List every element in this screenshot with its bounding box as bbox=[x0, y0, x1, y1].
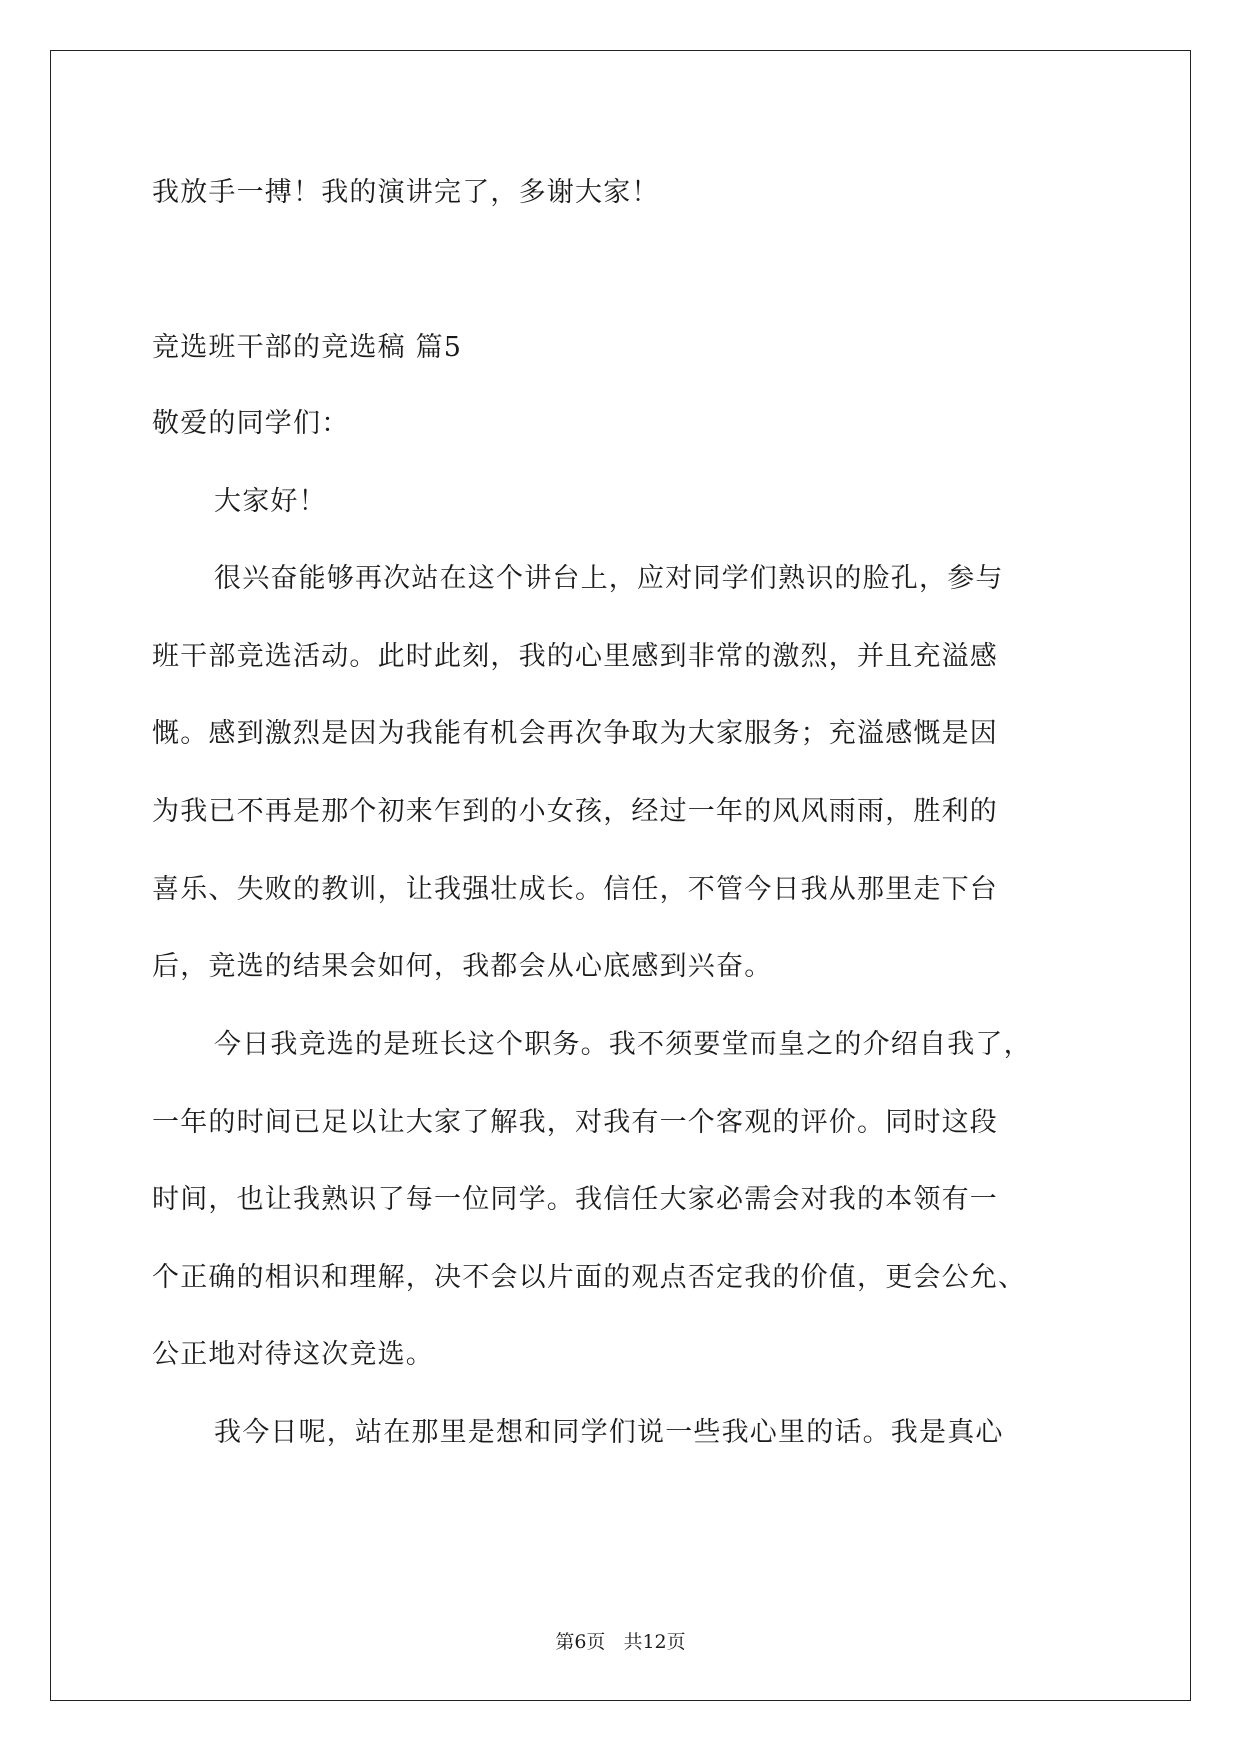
page-number: 第6页 bbox=[555, 1631, 606, 1653]
text-line: 公正地对待这次竞选。 bbox=[152, 1339, 434, 1370]
text-line: 后，竞选的结果会如何，我都会从心底感到兴奋。 bbox=[152, 951, 773, 982]
page-footer bbox=[0, 1630, 1241, 1654]
greeting: 大家好！ bbox=[214, 486, 327, 517]
text-line: 很兴奋能够再次站在这个讲台上，应对同学们熟识的脸孔，参与 bbox=[214, 563, 1004, 594]
text-line: 时间，也让我熟识了每一位同学。我信任大家必需会对我的本领有一 bbox=[152, 1184, 998, 1215]
text-line: 喜乐、失败的教训，让我强壮成长。信任，不管今日我从那里走下台 bbox=[152, 874, 998, 905]
salutation: 敬爱的同学们： bbox=[152, 408, 350, 439]
section-heading: 竞选班干部的竞选稿 篇5 bbox=[152, 332, 463, 363]
text-line: 为我已不再是那个初来乍到的小女孩，经过一年的风风雨雨，胜利的 bbox=[152, 796, 998, 827]
page-total: 共12页 bbox=[623, 1631, 686, 1653]
text-line: 我今日呢，站在那里是想和同学们说一些我心里的话。我是真心 bbox=[214, 1417, 1004, 1448]
text-line: 个正确的相识和理解，决不会以片面的观点否定我的价值，更会公允、 bbox=[152, 1262, 1027, 1293]
text-line: 我放手一搏！我的演讲完了，多谢大家！ bbox=[152, 177, 660, 208]
text-line: 慨。感到激烈是因为我能有机会再次争取为大家服务；充溢感慨是因 bbox=[152, 718, 998, 749]
text-line: 今日我竞选的是班长这个职务。我不须要堂而皇之的介绍自我了， bbox=[214, 1029, 1032, 1060]
text-line: 一年的时间已足以让大家了解我，对我有一个客观的评价。同时这段 bbox=[152, 1107, 998, 1138]
text-line: 班干部竞选活动。此时此刻，我的心里感到非常的激烈，并且充溢感 bbox=[152, 641, 998, 672]
